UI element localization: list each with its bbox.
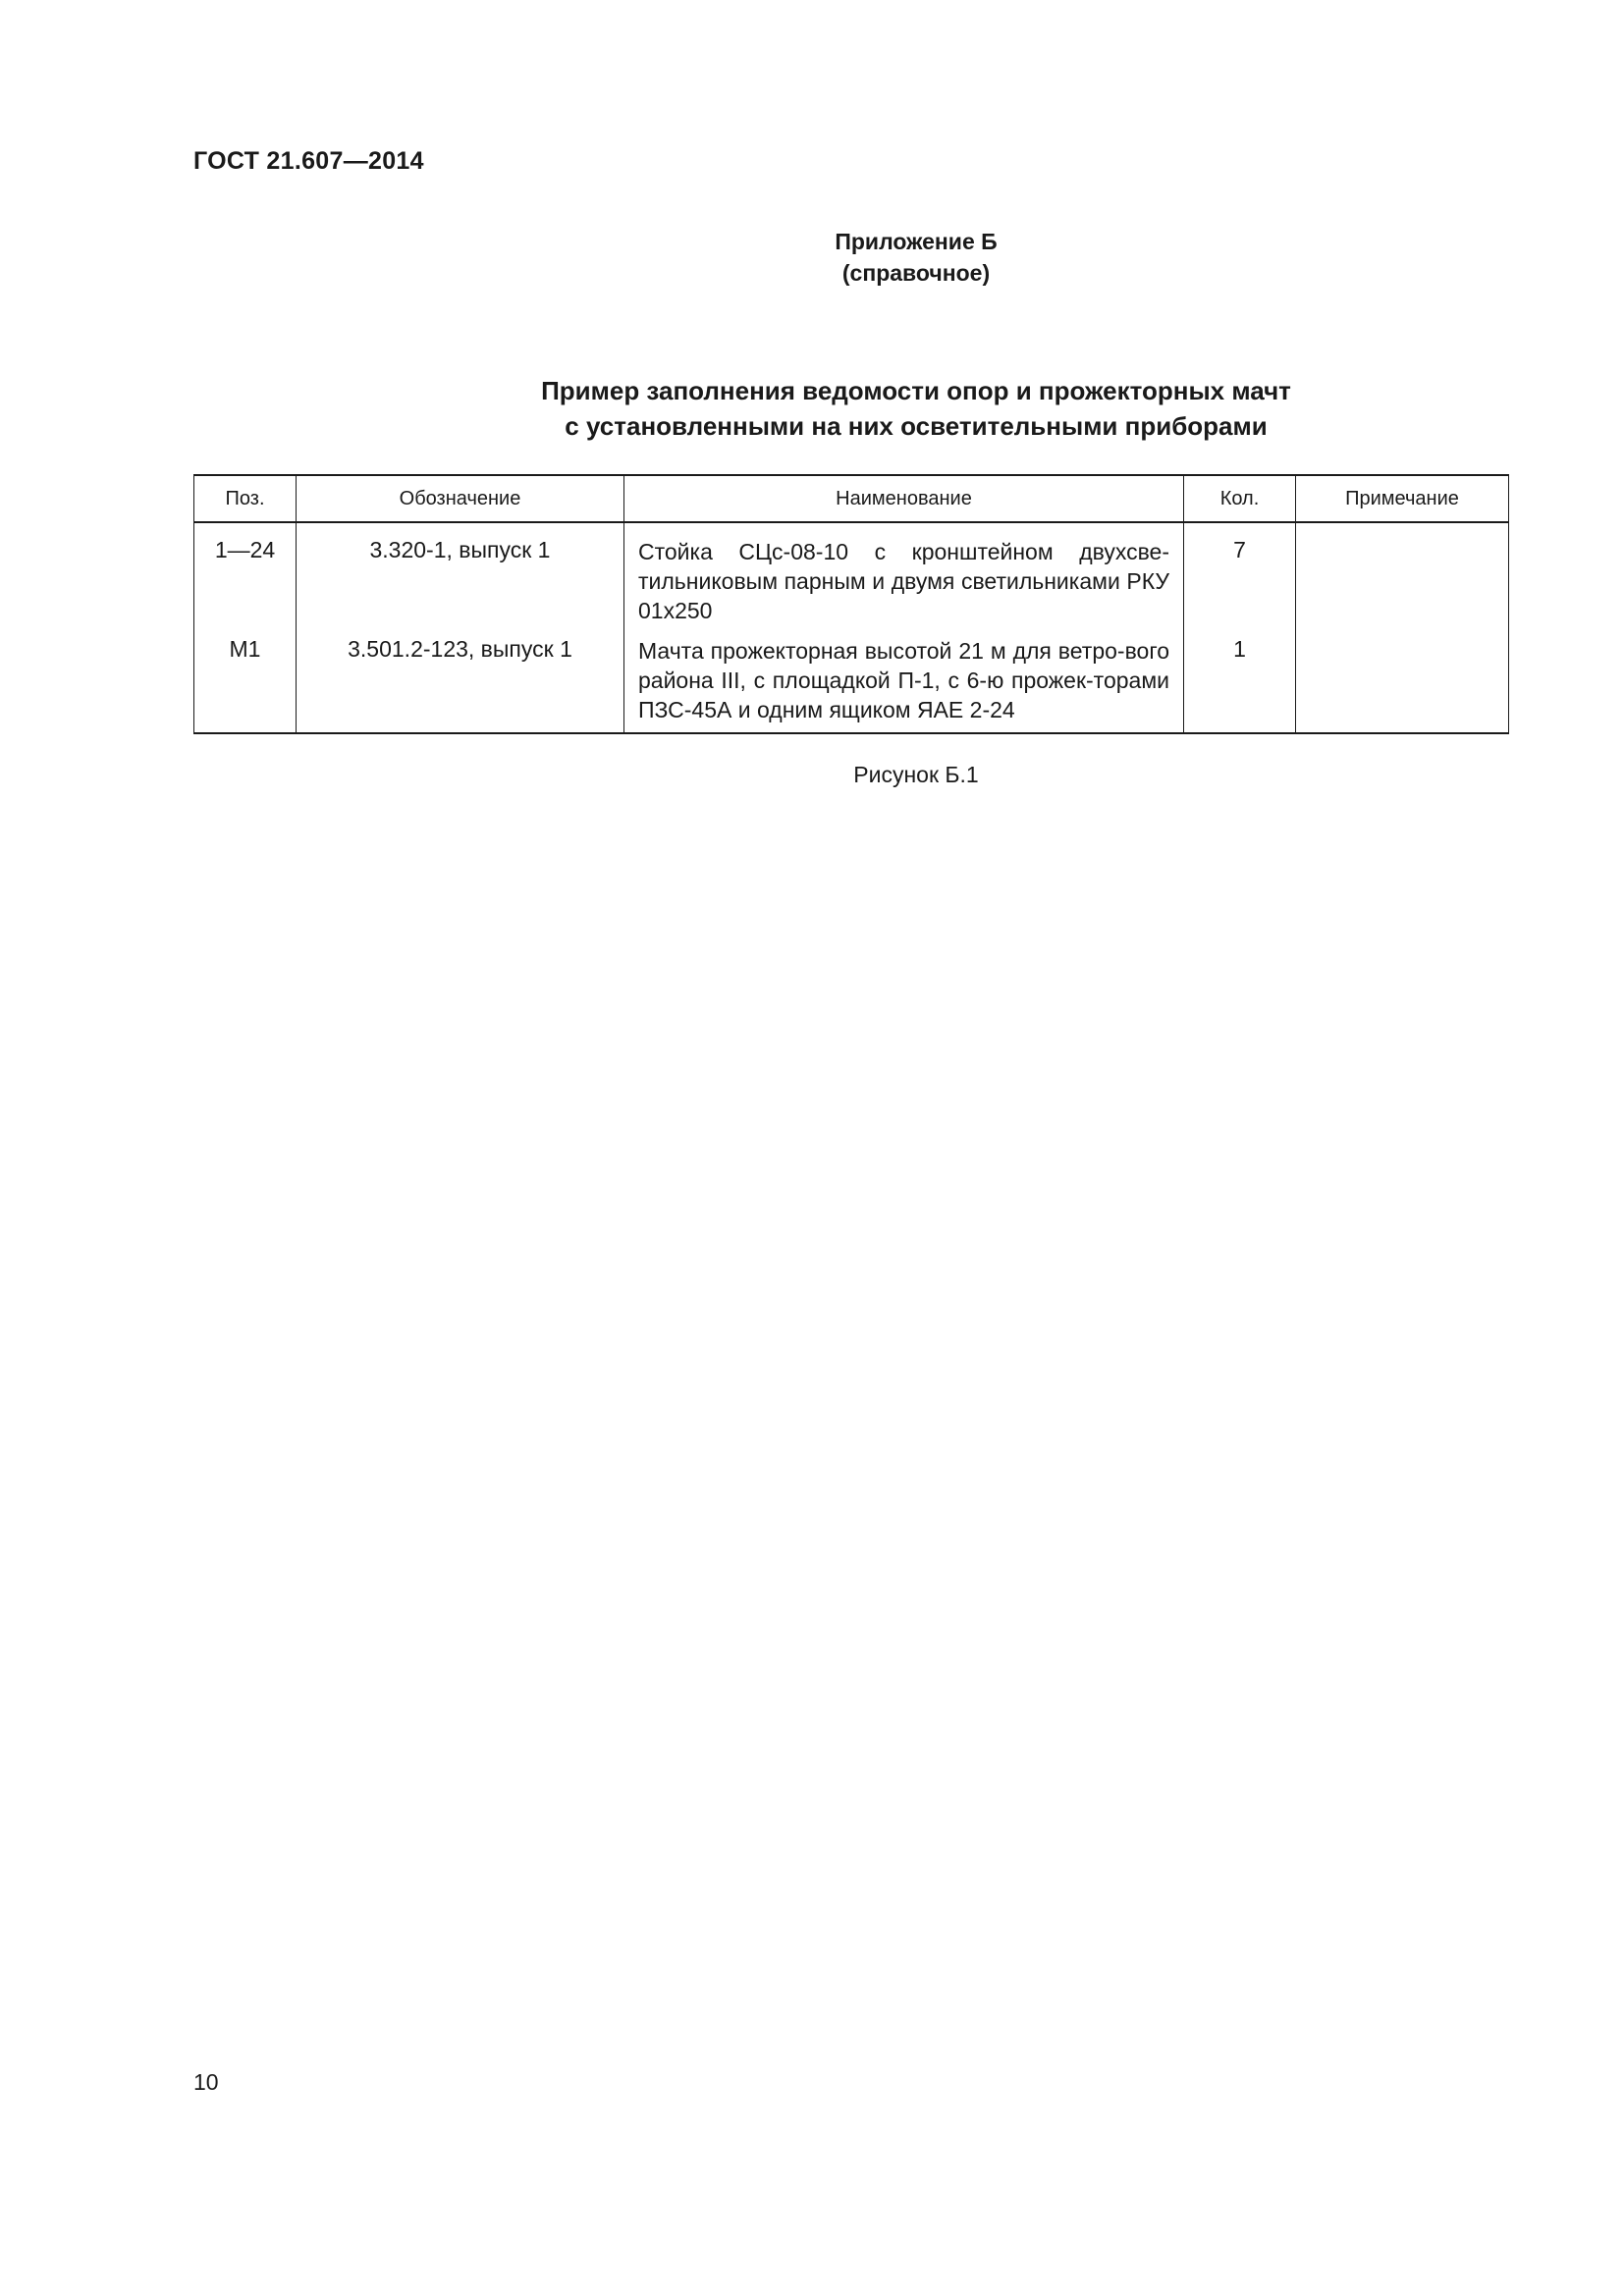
cell-name: Мачта прожекторная высотой 21 м для ветро-вого района III, с площадкой П-1, с 6-ю прожек-торами ПЗС-45А и одним ящиком ЯАЕ 2-24 <box>624 630 1184 733</box>
appendix-title: Приложение Б <box>835 229 998 254</box>
figure-title <box>0 373 1624 444</box>
cell-designation: 3.501.2-123, выпуск 1 <box>297 630 624 733</box>
column-header-name: Наименование <box>624 475 1184 522</box>
figure-title-line-2: с установленными на них осветительными приборами <box>565 411 1268 441</box>
figure-title-line-1: Пример заполнения ведомости опор и прожекторных мачт <box>541 376 1291 405</box>
cell-pos: 1—24 <box>194 522 297 630</box>
table-row <box>194 522 1509 630</box>
table-row <box>194 630 1509 733</box>
cell-qty: 1 <box>1184 630 1296 733</box>
cell-note <box>1296 630 1509 733</box>
spec-table <box>193 474 1509 734</box>
table-header-row <box>194 475 1509 522</box>
column-header-designation: Обозначение <box>297 475 624 522</box>
cell-qty: 7 <box>1184 522 1296 630</box>
cell-note <box>1296 522 1509 630</box>
document-code: ГОСТ 21.607—2014 <box>193 147 424 175</box>
page-number: 10 <box>193 2069 219 2095</box>
cell-designation: 3.320-1, выпуск 1 <box>297 522 624 630</box>
column-header-note: Примечание <box>1296 475 1509 522</box>
cell-name: Стойка СЦс-08-10 с кронштейном двухсве-тильниковым парным и двумя светильниками РКУ 01х250 <box>624 522 1184 630</box>
column-header-qty: Кол. <box>1184 475 1296 522</box>
appendix-subtitle: (справочное) <box>841 260 991 286</box>
column-header-pos: Поз. <box>194 475 297 522</box>
appendix-heading <box>0 226 1624 289</box>
figure-caption: Рисунок Б.1 <box>853 762 979 787</box>
cell-pos: М1 <box>194 630 297 733</box>
